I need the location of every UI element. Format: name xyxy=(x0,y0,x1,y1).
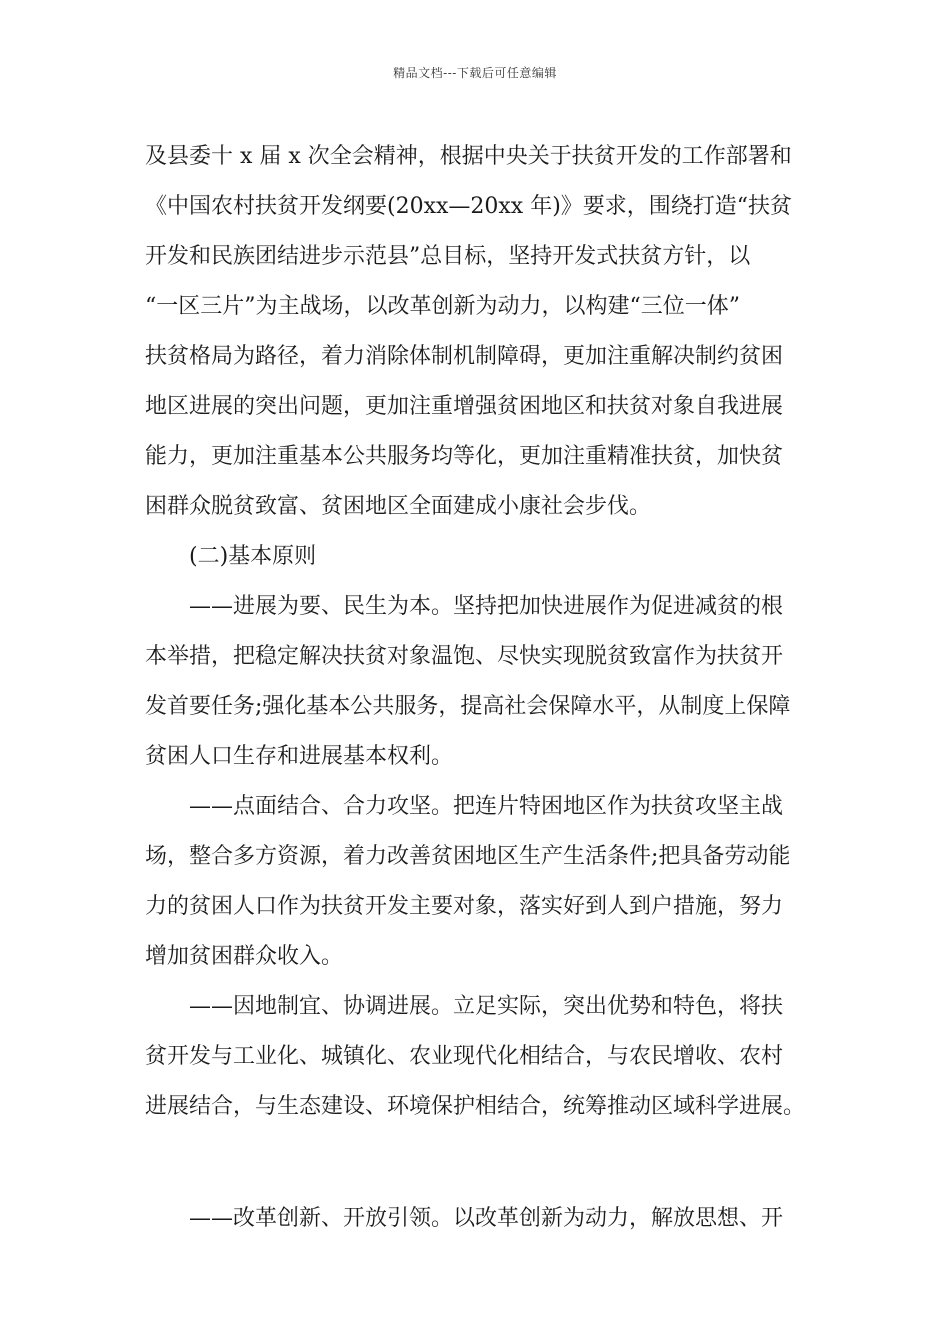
body-line: 困群众脱贫致富、贫困地区全面建成小康社会步伐。 xyxy=(145,494,652,519)
body-line: ——进展为要、民生为本。坚持把加快进展作为促进减贫的根 xyxy=(189,594,784,619)
body-line: 本举措，把稳定解决扶贫对象温饱、尽快实现脱贫致富作为扶贫开 xyxy=(145,644,784,669)
body-line: 贫开发与工业化、城镇化、农业现代化相结合，与农民增收、农村 xyxy=(145,1044,784,1069)
body-line: 发首要任务;强化基本公共服务，提高社会保障水平，从制度上保障 xyxy=(145,694,791,719)
body-line: ——点面结合、合力攻坚。把连片特困地区作为扶贫攻坚主战 xyxy=(189,794,784,819)
body-line: ——因地制宜、协调进展。立足实际，突出优势和特色，将扶 xyxy=(189,994,784,1019)
body-line: 《中国农村扶贫开发纲要(20xx—20xx 年)》要求，围绕打造“扶贫 xyxy=(145,194,793,219)
body-line: 增加贫困群众收入。 xyxy=(145,944,344,969)
body-line: 能力，更加注重基本公共服务均等化，更加注重精准扶贫，加快贫 xyxy=(145,444,784,469)
body-line: 进展结合，与生态建设、环境保护相结合，统筹推动区域科学进展。 xyxy=(145,1094,806,1119)
body-line: 扶贫格局为路径，着力消除体制机制障碍，更加注重解决制约贫困 xyxy=(145,344,784,369)
document-body xyxy=(145,132,815,1244)
body-line: 场，整合多方资源，着力改善贫困地区生产生活条件;把具备劳动能 xyxy=(145,844,791,869)
section-heading: (二)基本原则 xyxy=(189,544,317,569)
body-line: 贫困人口生存和进展基本权利。 xyxy=(145,744,454,769)
paragraph-gap xyxy=(145,1132,815,1194)
body-line: 力的贫困人口作为扶贫开发主要对象，落实好到人到户措施，努力 xyxy=(145,894,784,919)
body-line: ——改革创新、开放引领。以改革创新为动力，解放思想、开 xyxy=(189,1206,784,1231)
body-line: 及县委十 x 届 x 次全会精神，根据中央关于扶贫开发的工作部署和 xyxy=(145,144,792,169)
body-line: 开发和民族团结进步示范县”总目标，坚持开发式扶贫方针，以 xyxy=(145,244,751,269)
body-line: 地区进展的突出问题，更加注重增强贫困地区和扶贫对象自我进展 xyxy=(145,394,784,419)
page-header: 精品文档---下载后可任意编辑 xyxy=(393,66,557,80)
body-line: “一区三片”为主战场，以改革创新为动力，以构建“三位一体” xyxy=(145,294,740,319)
